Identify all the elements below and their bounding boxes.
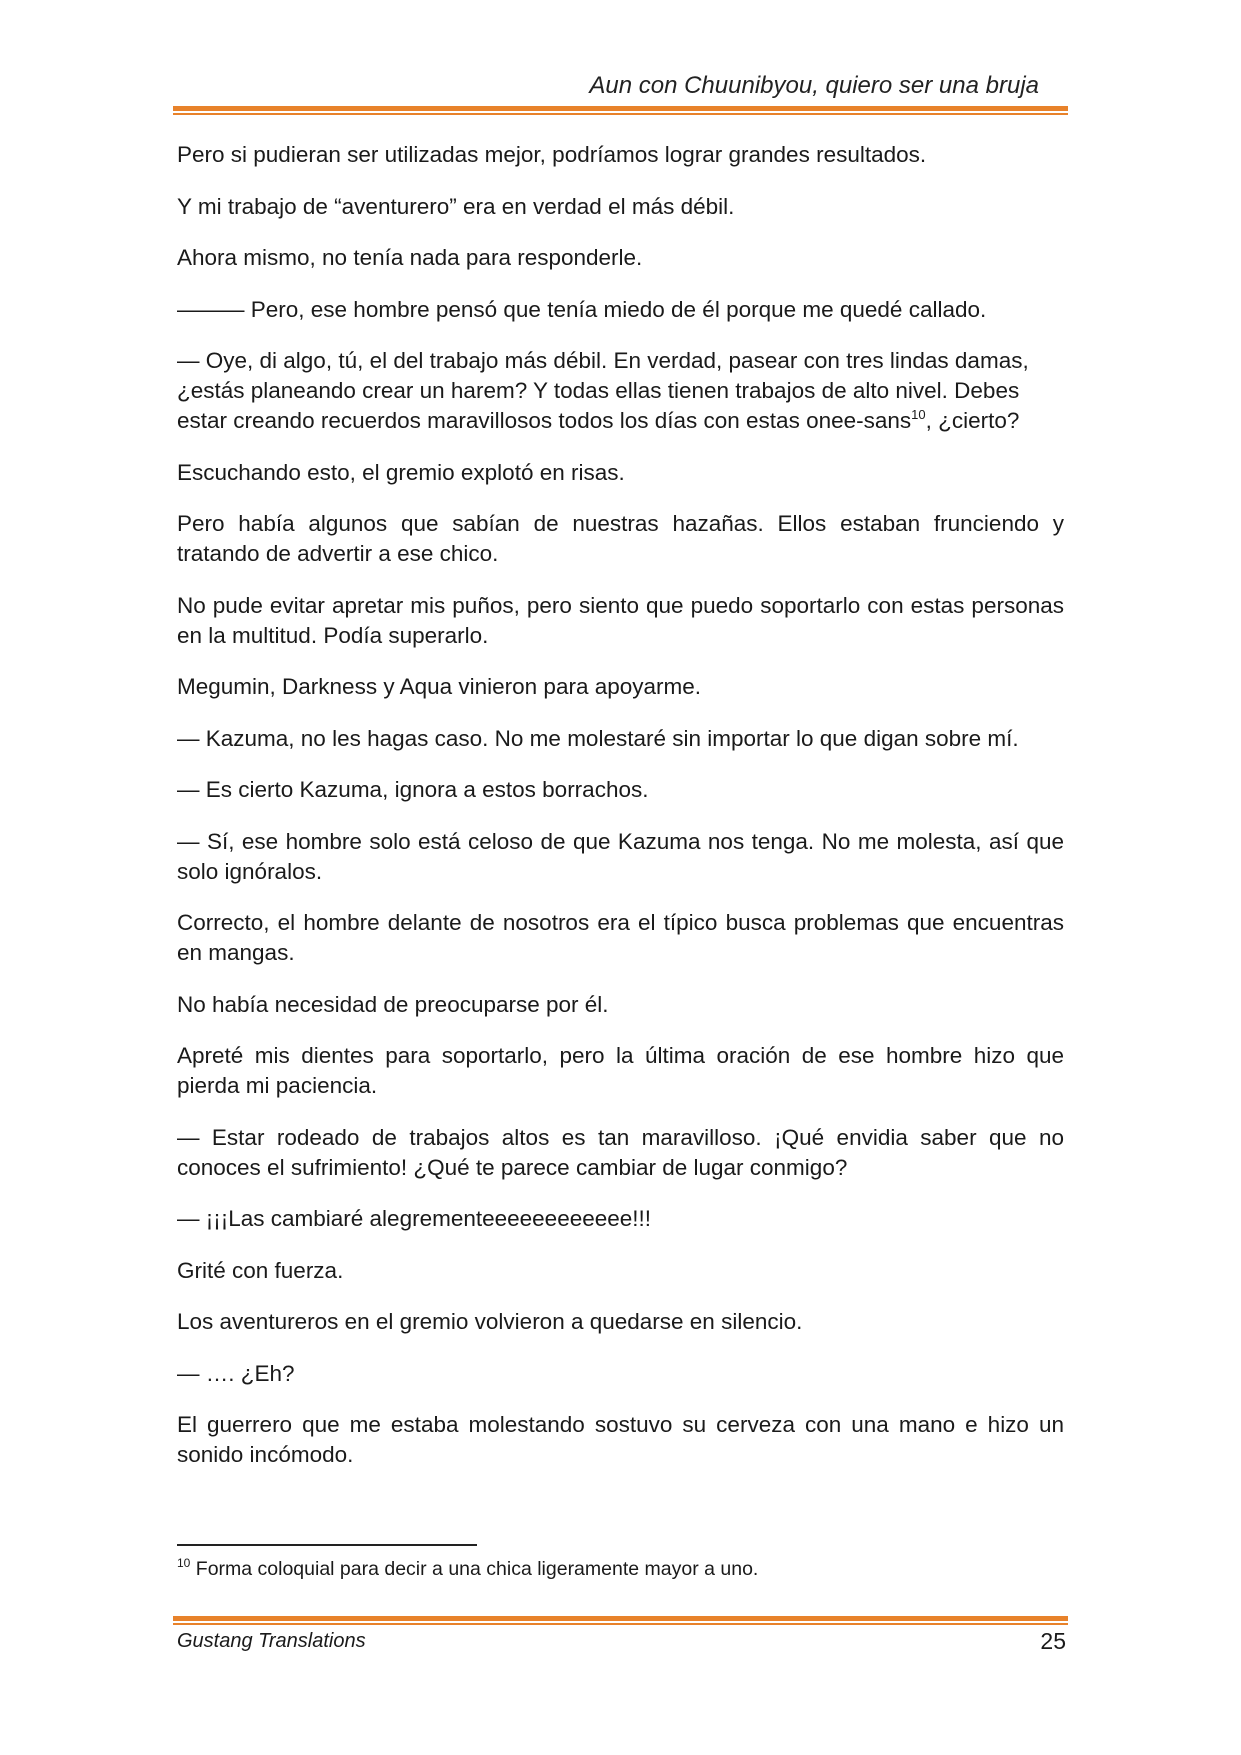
- paragraph: — ¡¡¡Las cambiaré alegrementeeeeeeeeeeee!!!: [177, 1206, 652, 1231]
- footnote: [177, 1556, 758, 1582]
- paragraph: Megumin, Darkness y Aqua vinieron para apoyarme.: [177, 674, 702, 699]
- paragraph: — Kazuma, no les hagas caso. No me molestaré sin importar lo que digan sobre mí.: [177, 725, 1019, 751]
- paragraph: — Estar rodeado de trabajos altos es tan maravilloso. ¡Qué envidia saber que no conoces el sufrimiento! ¿Qué te parece cambiar de lugar conmigo?: [177, 1124, 1064, 1180]
- footer-rule-thick: [173, 1616, 1068, 1621]
- paragraph-text: — Oye, di algo, tú, el del trabajo más débil. En verdad, pasear con tres lindas damas, ¿estás planeando crear un harem? Y todas ellas tienen trabajos de alto nivel. Debes estar creando recuerdos maravillosos todos los días con estas onee-sans: [177, 348, 1029, 433]
- paragraph: No había necesidad de preocuparse por él.: [177, 991, 609, 1017]
- paragraph: Ahora mismo, no tenía nada para responderle.: [177, 245, 643, 270]
- paragraph: Grité con fuerza.: [177, 1257, 344, 1283]
- header-rule-thick: [173, 106, 1068, 111]
- paragraph: Escuchando esto, el gremio explotó en risas.: [177, 459, 625, 485]
- paragraph: Pero si pudieran ser utilizadas mejor, podríamos lograr grandes resultados.: [177, 142, 927, 167]
- footnote-number: 10: [177, 1556, 191, 1570]
- paragraph: — Es cierto Kazuma, ignora a estos borrachos.: [177, 777, 649, 802]
- footnote-separator: [177, 1544, 477, 1546]
- paragraph: Y mi trabajo de “aventurero” era en verdad el más débil.: [177, 193, 735, 219]
- paragraph-text-tail: , ¿cierto?: [925, 408, 1020, 433]
- paragraph-with-footnote-ref: [177, 346, 1064, 436]
- paragraph: ——— Pero, ese hombre pensó que tenía miedo de él porque me quedé callado.: [177, 296, 987, 322]
- paragraph: Los aventureros en el gremio volvieron a quedarse en silencio.: [177, 1309, 803, 1334]
- footnote-text: Forma coloquial para decir a una chica ligeramente mayor a uno.: [190, 1558, 759, 1580]
- body-text: [177, 140, 1064, 1492]
- paragraph: Correcto, el hombre delante de nosotros era el típico busca problemas que encuentras en mangas.: [177, 910, 1064, 965]
- paragraph: Pero había algunos que sabían de nuestras hazañas. Ellos estaban frunciendo y tratando de advertir a ese chico.: [177, 511, 1064, 566]
- paragraph: — Sí, ese hombre solo está celoso de que Kazuma nos tenga. No me molesta, así que solo ignóralos.: [177, 828, 1064, 884]
- running-header-title: Aun con Chuunibyou, quiero ser una bruja: [589, 72, 1039, 99]
- paragraph: No pude evitar apretar mis puños, pero siento que puedo soportarlo con estas personas en la multitud. Podía superarlo.: [177, 592, 1064, 648]
- footer-rule-thin: [173, 1623, 1068, 1625]
- header-rule-thin: [173, 113, 1068, 115]
- footer-credit: Gustang Translations: [177, 1630, 366, 1652]
- page-number: 25: [1040, 1628, 1066, 1654]
- paragraph: El guerrero que me estaba molestando sostuvo su cerveza con una mano e hizo un sonido incómodo.: [177, 1412, 1064, 1467]
- footnote-reference[interactable]: 10: [911, 407, 926, 422]
- paragraph: — …. ¿Eh?: [177, 1360, 295, 1386]
- paragraph: Apreté mis dientes para soportarlo, pero la última oración de ese hombre hizo que pierda mi paciencia.: [177, 1043, 1064, 1098]
